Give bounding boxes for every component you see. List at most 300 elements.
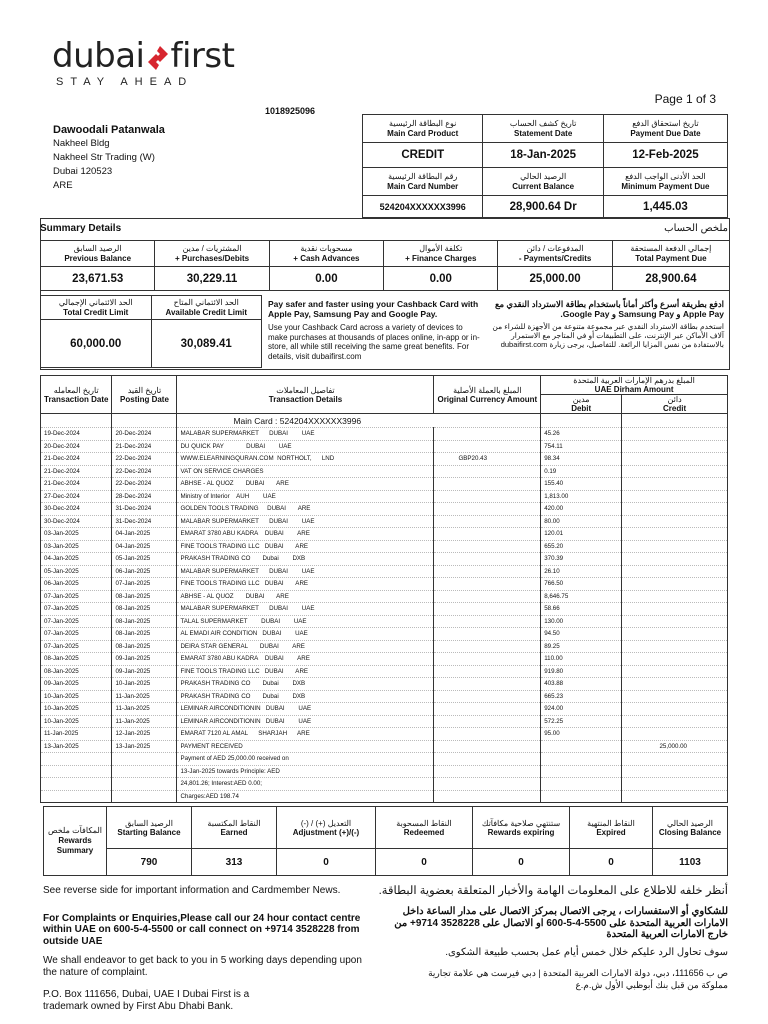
credit-cell — [622, 440, 728, 453]
details-cell: TALAL SUPERMARKET DUBAI UAE — [177, 615, 434, 628]
details-cell: ABHSE - AL QUOZ DUBAI ARE — [177, 590, 434, 603]
transaction-row — [41, 615, 728, 628]
debit-cell — [541, 778, 622, 791]
main-card-label: Main Card : 524204XXXXXX3996 — [177, 414, 541, 428]
orig-amount-cell — [434, 703, 541, 716]
cell-empty — [622, 414, 728, 428]
footer-english — [43, 885, 373, 1012]
post-date-cell: 04-Jan-2025 — [112, 528, 177, 541]
main-card-number-label: Main Card Number — [387, 181, 459, 191]
credit-cell — [622, 715, 728, 728]
label-ar: النقاط المكتسبة — [207, 818, 261, 828]
aed-amount-header — [541, 376, 728, 395]
credit-cell — [622, 753, 728, 766]
closing-balance-label: Closing Balance — [658, 827, 722, 837]
post-date-header — [112, 376, 177, 414]
details-cell: DU QUICK PAY DUBAI UAE — [177, 440, 434, 453]
label-ar: الحد الائتماني الإجمالي — [58, 297, 133, 307]
debit-cell: 45.26 — [541, 428, 622, 441]
credit-cell — [622, 540, 728, 553]
orig-amount-cell — [434, 490, 541, 503]
txn-date-cell: 07-Jan-2025 — [41, 640, 112, 653]
post-date-cell: 08-Jan-2025 — [112, 640, 177, 653]
debit-cell: 572.25 — [541, 715, 622, 728]
footer-arabic — [378, 885, 728, 991]
transaction-row — [41, 565, 728, 578]
earned-value: 313 — [192, 849, 277, 876]
txn-date-cell: 07-Jan-2025 — [41, 590, 112, 603]
transaction-row — [41, 778, 728, 791]
debit-cell: 0.19 — [541, 465, 622, 478]
txn-date-cell: 30-Dec-2024 — [41, 515, 112, 528]
address-line: Nakheel Str Trading (W) — [53, 152, 155, 163]
post-date-cell: 09-Jan-2025 — [112, 653, 177, 666]
address-line: Dubai 120523 — [53, 166, 113, 177]
txn-date-cell: 10-Jan-2025 — [41, 690, 112, 703]
debit-cell: 58.66 — [541, 603, 622, 616]
total-payment-due-value: 28,900.64 — [612, 267, 729, 291]
post-date-cell — [112, 765, 177, 778]
txn-date-cell: 20-Dec-2024 — [41, 440, 112, 453]
label-ar: الرصيد الحالي — [520, 171, 567, 181]
orig-amount-header — [434, 376, 541, 414]
table-bottom-rule — [40, 802, 728, 803]
orig-amount-cell — [434, 690, 541, 703]
label-en: Rewards Summary — [56, 836, 94, 855]
cell-empty — [112, 414, 177, 428]
details-cell: FINE TOOLS TRADING LLC DUBAI ARE — [177, 540, 434, 553]
txn-date-cell: 11-Jan-2025 — [41, 728, 112, 741]
debit-cell: 420.00 — [541, 503, 622, 516]
endeavour-note: We shall endeavor to get back to you in 5 working days depending upon the nature of complaint. — [43, 955, 362, 978]
txn-date-cell — [41, 778, 112, 791]
debit-header — [541, 395, 622, 414]
txn-date-cell: 19-Dec-2024 — [41, 428, 112, 441]
transaction-row — [41, 478, 728, 491]
transaction-row — [41, 428, 728, 441]
credit-cell — [622, 653, 728, 666]
transaction-row — [41, 765, 728, 778]
post-date-cell: 08-Jan-2025 — [112, 615, 177, 628]
transaction-row — [41, 528, 728, 541]
orig-amount-cell — [434, 640, 541, 653]
txn-date-cell: 21-Dec-2024 — [41, 478, 112, 491]
label-en: UAE Dirham Amount — [594, 385, 674, 394]
promo-headline-ar: ادفع بطريقة أسرع وأكثر أماناً باستخدام بطاقة الاسترداد النقدي مع Apple Pay و Samsung Pay و Google Pay. — [494, 299, 724, 319]
debit-cell: 26.10 — [541, 565, 622, 578]
rewards-summary-label — [44, 807, 107, 876]
post-date-cell: 22-Dec-2024 — [112, 478, 177, 491]
details-cell: DEIRA STAR GENERAL DUBAI ARE — [177, 640, 434, 653]
debit-cell: 80.00 — [541, 515, 622, 528]
credit-cell — [622, 528, 728, 541]
label-ar: مدين — [572, 395, 590, 404]
post-date-cell: 07-Jan-2025 — [112, 578, 177, 591]
transaction-row — [41, 790, 728, 802]
previous-balance-value: 23,671.53 — [41, 267, 155, 291]
credit-cell — [622, 603, 728, 616]
label-ar: النقاط المسحوبة — [396, 818, 452, 828]
post-date-cell: 11-Jan-2025 — [112, 715, 177, 728]
debit-cell: 919.80 — [541, 665, 622, 678]
transaction-row — [41, 665, 728, 678]
closing-balance-value: 1103 — [653, 849, 728, 876]
starting-balance-label: Starting Balance — [117, 827, 181, 837]
previous-balance-label: Previous Balance — [64, 253, 132, 263]
orig-amount-cell — [434, 478, 541, 491]
label-ar: الحد الائتماني المتاح — [173, 297, 239, 307]
complaints-note-ar: للشكاوي أو الاستفسارات ، يرجى الاتصال بمركز الاتصال على مدار الساعة داخل الامارات العربية المتحدة على 5500-4-5-600 او الاتصال على 3528228 9714+ من خارج الامارات العربية المتحدة — [394, 906, 728, 940]
txn-date-cell: 07-Jan-2025 — [41, 615, 112, 628]
post-date-cell: 31-Dec-2024 — [112, 503, 177, 516]
orig-amount-cell — [434, 778, 541, 791]
details-cell: MALABAR SUPERMARKET DUBAI UAE — [177, 428, 434, 441]
post-date-cell — [112, 778, 177, 791]
credit-cell — [622, 453, 728, 466]
label-en: Transaction Date — [44, 394, 109, 404]
details-cell: Charges:AED 198.74 — [177, 790, 434, 802]
post-date-cell: 08-Jan-2025 — [112, 603, 177, 616]
details-header — [177, 376, 434, 414]
orig-amount-cell — [434, 753, 541, 766]
txn-date-cell — [41, 765, 112, 778]
debit-cell: 665.23 — [541, 690, 622, 703]
post-date-cell: 28-Dec-2024 — [112, 490, 177, 503]
transaction-row — [41, 515, 728, 528]
debit-cell: 1,813.00 — [541, 490, 622, 503]
complaints-note: For Complaints or Enquiries,Please call our 24 hour contact centre within UAE on 600-5-4-5500 or call connect on +9714 3528228 from outside UAE — [43, 912, 361, 947]
debit-cell: 94.50 — [541, 628, 622, 641]
details-cell: MALABAR SUPERMARKET DUBAI UAE — [177, 515, 434, 528]
txn-date-cell: 21-Dec-2024 — [41, 453, 112, 466]
transaction-row — [41, 690, 728, 703]
details-cell: LEMINAR AIRCONDITIONIN DUBAI UAE — [177, 703, 434, 716]
account-reference: 1018925096 — [265, 106, 316, 116]
details-cell: 13-Jan-2025 towards Principle: AED — [177, 765, 434, 778]
post-date-cell: 09-Jan-2025 — [112, 665, 177, 678]
orig-amount-cell — [434, 590, 541, 603]
label-ar: ستنتهي صلاحية مكافآتك — [481, 818, 561, 828]
reverse-side-note: See reverse side for important information and Cardmember News. — [43, 885, 341, 896]
credit-cell — [622, 465, 728, 478]
details-cell: FINE TOOLS TRADING LLC DUBAI ARE — [177, 578, 434, 591]
transaction-row — [41, 540, 728, 553]
post-date-cell: 10-Jan-2025 — [112, 678, 177, 691]
debit-cell: 370.39 — [541, 553, 622, 566]
credit-cell — [622, 578, 728, 591]
summary-title: Summary Details — [40, 223, 122, 234]
purchases-label: + Purchases/Debits — [175, 253, 250, 263]
orig-amount-cell — [434, 428, 541, 441]
transactions-table — [40, 375, 728, 803]
orig-amount-cell: GBP20.43 — [434, 453, 541, 466]
label-en: Debit — [571, 404, 592, 413]
debit-cell: 766.50 — [541, 578, 622, 591]
credit-cell — [622, 565, 728, 578]
promo-body-ar: استخدم بطاقة الاسترداد النقدي عبر مجموعة متنوعة من الأجهزة للشراء من آلاف الأماكن عبر الإنترنت، على التطبيقات أو في المتاجر مع الاستمرار بالاستفادة من نفس المزايا الرائعة. للتفاصيل، يرجى زيارة dubaifirst.com — [492, 322, 724, 349]
txn-date-cell: 05-Jan-2025 — [41, 565, 112, 578]
transaction-row — [41, 453, 728, 466]
credit-cell — [622, 778, 728, 791]
transaction-row — [41, 603, 728, 616]
label-ar: دائن — [667, 395, 682, 404]
details-cell: EMARAT 3780 ABU KADRA DUBAI ARE — [177, 528, 434, 541]
expired-label: Expired — [596, 827, 626, 837]
txn-date-cell — [41, 753, 112, 766]
debit-cell: 110.00 — [541, 653, 622, 666]
transaction-row — [41, 503, 728, 516]
expired-value: 0 — [570, 849, 653, 876]
summary-grid — [40, 240, 730, 291]
details-cell: PRAKASH TRADING CO Dubai DXB — [177, 553, 434, 566]
current-balance-label: Current Balance — [512, 181, 575, 191]
orig-amount-cell — [434, 528, 541, 541]
label-ar: مسحوبات نقدية — [300, 243, 353, 253]
earned-label: Earned — [220, 827, 248, 837]
label-en: Posting Date — [120, 394, 169, 404]
label-ar: المدفوعات / دائن — [526, 243, 584, 253]
debit-cell: 120.01 — [541, 528, 622, 541]
txn-date-cell: 03-Jan-2025 — [41, 540, 112, 553]
credit-cell — [622, 590, 728, 603]
details-cell: GOLDEN TOOLS TRADING DUBAI ARE — [177, 503, 434, 516]
promo-arabic — [492, 299, 724, 349]
customer-name: Dawoodali Patanwala — [53, 124, 165, 136]
main-card-number-value: 524204XXXXXX3996 — [363, 196, 483, 218]
card-info-grid — [362, 114, 728, 218]
post-date-cell: 31-Dec-2024 — [112, 515, 177, 528]
credit-cell — [622, 428, 728, 441]
available-credit-limit-label: Available Credit Limit — [165, 307, 247, 317]
transaction-row — [41, 753, 728, 766]
customer-address — [53, 123, 165, 193]
total-payment-due-label: Total Payment Due — [635, 253, 707, 263]
post-date-cell: 05-Jan-2025 — [112, 553, 177, 566]
txn-date-cell: 08-Jan-2025 — [41, 653, 112, 666]
details-cell: PAYMENT RECEIVED — [177, 740, 434, 753]
credit-cell — [622, 728, 728, 741]
label-ar: تاريخ القيد — [127, 385, 162, 395]
credit-cell — [622, 490, 728, 503]
promo-english — [268, 299, 482, 361]
txn-date-cell: 03-Jan-2025 — [41, 528, 112, 541]
orig-amount-cell — [434, 715, 541, 728]
debit-cell — [541, 740, 622, 753]
details-cell: PRAKASH TRADING CO Dubai DXB — [177, 690, 434, 703]
debit-cell: 924.00 — [541, 703, 622, 716]
main-card-product-label: Main Card Product — [387, 128, 459, 138]
orig-amount-cell — [434, 790, 541, 802]
post-date-cell: 11-Jan-2025 — [112, 703, 177, 716]
credit-cell — [622, 628, 728, 641]
transaction-row — [41, 465, 728, 478]
credit-cell — [622, 615, 728, 628]
post-date-cell: 06-Jan-2025 — [112, 565, 177, 578]
credit-cell — [622, 640, 728, 653]
orig-amount-cell — [434, 665, 541, 678]
label-ar: المبلغ بالعملة الأصلية — [453, 385, 522, 395]
debit-cell: 8,646.75 — [541, 590, 622, 603]
orig-amount-cell — [434, 565, 541, 578]
details-cell: 24,801.26; Interest:AED 0.00; — [177, 778, 434, 791]
credit-cell — [622, 665, 728, 678]
label-en: Transaction Details — [268, 394, 343, 404]
label-ar: الرصيد السابق — [73, 243, 122, 253]
label-ar: تكلفة الأموال — [419, 243, 463, 253]
debit-cell: 98.34 — [541, 453, 622, 466]
debit-cell: 89.25 — [541, 640, 622, 653]
transaction-row — [41, 440, 728, 453]
rewards-expiring-value: 0 — [473, 849, 570, 876]
post-date-cell — [112, 753, 177, 766]
label-ar: التعديل (+) / (-) — [300, 818, 352, 828]
orig-amount-cell — [434, 578, 541, 591]
payment-due-date-label: Payment Due Date — [630, 128, 701, 138]
txn-date-cell: 30-Dec-2024 — [41, 503, 112, 516]
orig-amount-cell — [434, 553, 541, 566]
credit-cell: 25,000.00 — [622, 740, 728, 753]
details-cell: Payment of AED 25,000.00 received on — [177, 753, 434, 766]
post-date-cell: 04-Jan-2025 — [112, 540, 177, 553]
txn-date-cell: 07-Jan-2025 — [41, 603, 112, 616]
dubai-first-logo-icon — [146, 44, 170, 72]
credit-cell — [622, 703, 728, 716]
credit-cell — [622, 790, 728, 802]
label-en: Credit — [663, 404, 687, 413]
page-indicator: Page 1 of 3 — [654, 92, 716, 106]
label-ar: تاريخ كشف الحساب — [509, 118, 577, 128]
credit-limit-grid — [40, 295, 262, 368]
rewards-summary-table — [43, 806, 728, 876]
post-date-cell: 08-Jan-2025 — [112, 628, 177, 641]
label-ar: المبلغ بدرهم الإمارات العربية المتحدة — [573, 376, 695, 385]
post-date-cell: 22-Dec-2024 — [112, 465, 177, 478]
txn-date-cell — [41, 790, 112, 802]
debit-cell: 95.00 — [541, 728, 622, 741]
statement-date-value: 18-Jan-2025 — [483, 143, 603, 168]
summary-title-ar: ملخص الحساب — [664, 223, 728, 234]
details-cell: ABHSE - AL QUOZ DUBAI ARE — [177, 478, 434, 491]
transaction-row — [41, 728, 728, 741]
post-date-cell: 20-Dec-2024 — [112, 428, 177, 441]
brand-name-right: first — [170, 36, 235, 76]
orig-amount-cell — [434, 515, 541, 528]
finance-charges-value: 0.00 — [384, 267, 498, 291]
debit-cell: 655.20 — [541, 540, 622, 553]
debit-cell: 130.00 — [541, 615, 622, 628]
cell-empty — [41, 414, 112, 428]
txn-date-cell: 06-Jan-2025 — [41, 578, 112, 591]
transaction-row — [41, 640, 728, 653]
rewards-expiring-label: Rewards expiring — [487, 827, 555, 837]
debit-cell — [541, 765, 622, 778]
transaction-row — [41, 678, 728, 691]
post-date-cell — [112, 790, 177, 802]
main-card-product-value: CREDIT — [363, 143, 483, 168]
brand-tagline: STAY AHEAD — [56, 76, 194, 88]
credit-cell — [622, 478, 728, 491]
debit-cell: 155.40 — [541, 478, 622, 491]
label-ar: إجمالي الدفعة المستحقة — [630, 243, 712, 253]
orig-amount-cell — [434, 615, 541, 628]
cell-empty — [541, 414, 622, 428]
details-cell: LEMINAR AIRCONDITIONIN DUBAI UAE — [177, 715, 434, 728]
post-date-cell: 13-Jan-2025 — [112, 740, 177, 753]
post-date-cell: 21-Dec-2024 — [112, 440, 177, 453]
orig-amount-cell — [434, 765, 541, 778]
orig-amount-cell — [434, 503, 541, 516]
label-ar: الرصيد السابق — [125, 818, 173, 828]
details-cell: AL EMADI AIR CONDITION DUBAI UAE — [177, 628, 434, 641]
payment-due-date-value: 12-Feb-2025 — [603, 143, 727, 168]
post-date-cell: 08-Jan-2025 — [112, 590, 177, 603]
label-ar: المشتريات / مدين — [182, 243, 242, 253]
details-cell: WWW.ELEARNINGQURAN.COM NORTHOLT, LND — [177, 453, 434, 466]
orig-amount-cell — [434, 628, 541, 641]
details-cell: Ministry of Interior AUH UAE — [177, 490, 434, 503]
transaction-row — [41, 578, 728, 591]
txn-date-cell: 09-Jan-2025 — [41, 678, 112, 691]
starting-balance-value: 790 — [107, 849, 192, 876]
credit-cell — [622, 690, 728, 703]
total-credit-limit-value: 60,000.00 — [41, 320, 152, 368]
reverse-side-note-ar: أنظر خلفه للاطلاع على المعلومات الهامة والأخبار المتعلقة بعضوية البطاقة. — [378, 885, 728, 897]
orig-amount-cell — [434, 440, 541, 453]
details-cell: MALABAR SUPERMARKET DUBAI UAE — [177, 603, 434, 616]
credit-cell — [622, 515, 728, 528]
debit-cell: 754.11 — [541, 440, 622, 453]
orig-amount-cell — [434, 465, 541, 478]
post-date-cell: 12-Jan-2025 — [112, 728, 177, 741]
endeavour-note-ar: سوف تحاول الرد عليكم خلال خمس أيام عمل بحسب طبيعة الشكوى. — [445, 946, 728, 958]
label-ar: الرصيد الحالي — [666, 818, 714, 828]
details-cell: VAT ON SERVICE CHARGES — [177, 465, 434, 478]
txn-date-cell: 10-Jan-2025 — [41, 715, 112, 728]
label-ar: النقاط المنتهية — [587, 818, 635, 828]
debit-cell: 403.88 — [541, 678, 622, 691]
promo-body: Use your Cashback Card across a variety of devices to make purchases at thousands of places online, in-app or in-store, all while still receiving the same great benefits. For details, visit dubaifirst.com — [268, 323, 480, 361]
credit-cell — [622, 678, 728, 691]
txn-date-cell: 08-Jan-2025 — [41, 665, 112, 678]
finance-charges-label: + Finance Charges — [405, 253, 477, 263]
details-cell: EMARAT 7120 AL AMAL SHARJAH ARE — [177, 728, 434, 741]
label-ar: الحد الأدنى الواجب الدفع — [625, 171, 706, 181]
transaction-row — [41, 553, 728, 566]
minimum-payment-due-label: Minimum Payment Due — [621, 181, 710, 191]
txn-date-cell: 07-Jan-2025 — [41, 628, 112, 641]
txn-date-cell: 04-Jan-2025 — [41, 553, 112, 566]
redeemed-value: 0 — [376, 849, 473, 876]
brand-logo — [52, 36, 234, 88]
transaction-row — [41, 628, 728, 641]
post-date-cell: 11-Jan-2025 — [112, 690, 177, 703]
txn-date-header — [41, 376, 112, 414]
transaction-row — [41, 653, 728, 666]
po-box-note-ar: ص ب 111656، دبي، دولة الامارات العربية المتحدة | دبي فيرست هي علامة تجارية مملوكة من قبل بنك أبوظبي الأول ش.م.ع — [428, 968, 728, 990]
txn-date-cell: 27-Dec-2024 — [41, 490, 112, 503]
redeemed-label: Redeemed — [403, 827, 445, 837]
current-balance-value: 28,900.64 Dr — [483, 196, 603, 218]
brand-name-left: dubai — [52, 36, 145, 76]
adjustment-value: 0 — [277, 849, 376, 876]
label-en: Original Currency Amount — [437, 394, 538, 404]
orig-amount-cell — [434, 740, 541, 753]
promo-headline: Pay safer and faster using your Cashback Card with Apple Pay, Samsung Pay and Google Pay. — [268, 299, 479, 319]
label-ar: رقم البطاقة الرئيسية — [388, 171, 458, 181]
label-ar: تفاصيل المعاملات — [276, 385, 335, 395]
details-cell: EMARAT 3780 ABU KADRA DUBAI ARE — [177, 653, 434, 666]
orig-amount-cell — [434, 678, 541, 691]
